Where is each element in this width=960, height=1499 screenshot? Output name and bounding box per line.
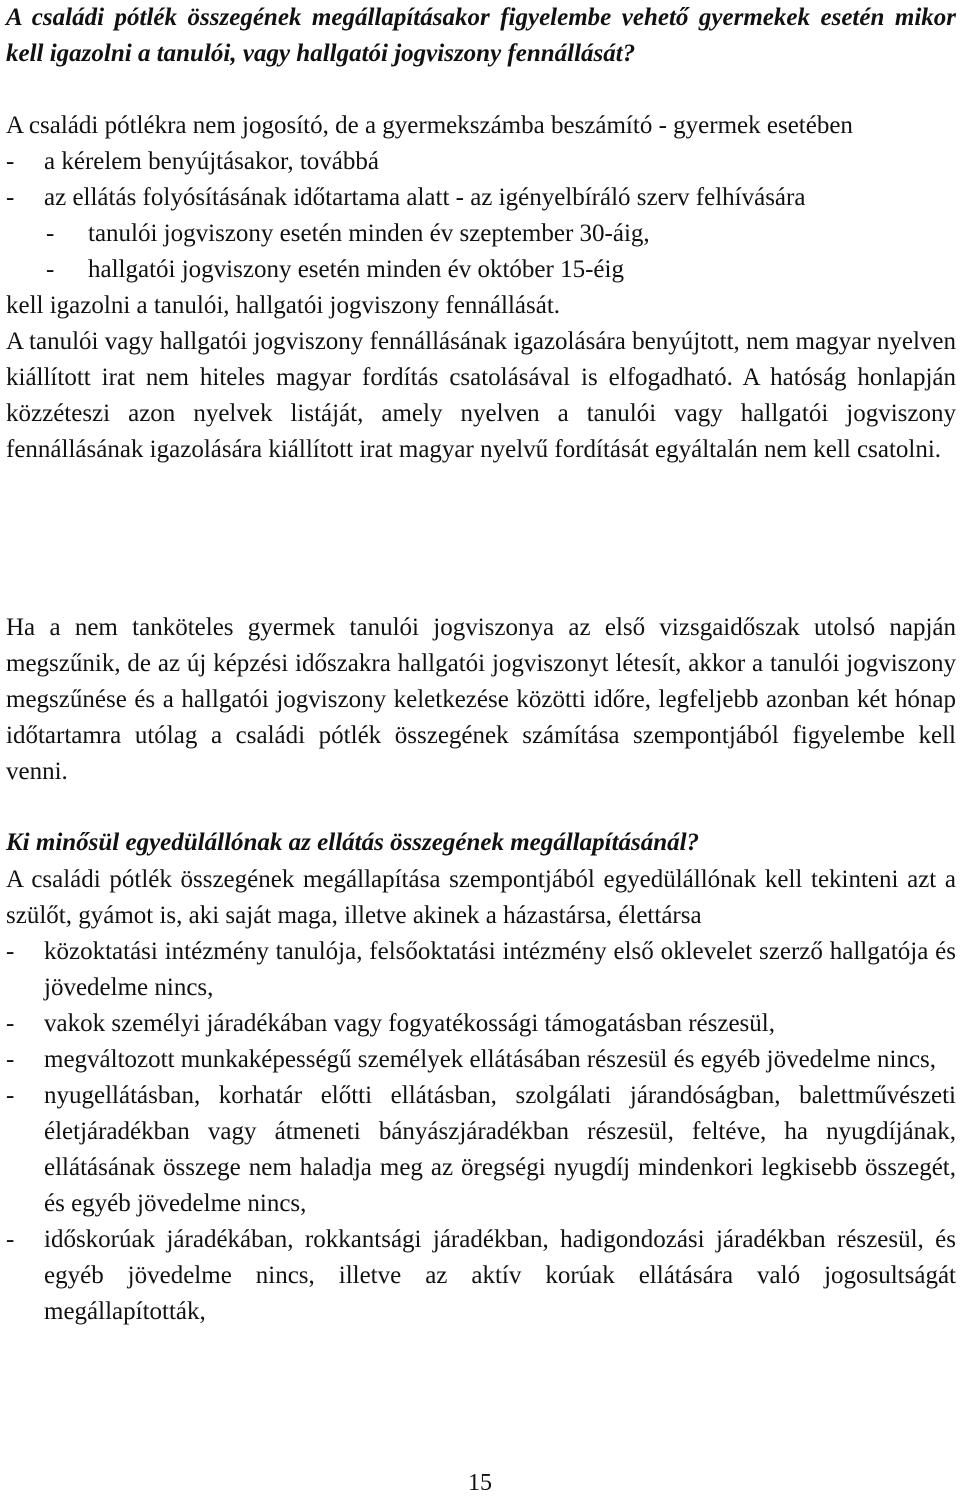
- paragraph-translation-rule: A tanulói vagy hallgatói jogviszony fennállásának igazolására benyújtott, nem magyar nyelven kiállított irat nem hiteles magyar fordítás csatolásával is elfogadható. A hatóság honlapján közzéteszi azon nyelvek listáját, amely nyelven a tanulói vagy hallgatói jogviszony fennállásának igazolására kiállított irat magyar nyelvű fordítását egyáltalán nem kell csatolni.: [6, 328, 956, 463]
- paragraph-intro-1: A családi pótlékra nem jogosító, de a gyermekszámba beszámító - gyermek esetében: [6, 112, 853, 139]
- list-item: [6, 1006, 956, 1042]
- list-dash: -: [6, 148, 15, 175]
- sub-list-item: [46, 252, 956, 288]
- list-dash: -: [6, 938, 15, 965]
- list-item: [6, 144, 956, 180]
- list-item: [6, 934, 956, 1006]
- list-item: [6, 1042, 956, 1078]
- list-item-text: a kérelem benyújtásakor, továbbá: [44, 148, 379, 175]
- list-dash: -: [6, 1046, 15, 1073]
- list-item: [6, 180, 956, 216]
- list-dash: -: [6, 1226, 15, 1253]
- list-item-text: időskorúak járadékában, rokkantsági járadékban, hadigondozási járadékban részesül, és egyéb jövedelme nincs, illetve az aktív korúak ellátására való jogosultságát megállapították,: [44, 1226, 956, 1325]
- list-item-text: hallgatói jogviszony esetén minden év október 15-éig: [88, 256, 624, 283]
- list-item-text: az ellátás folyósításának időtartama alatt - az igényelbíráló szerv felhívására: [44, 184, 806, 211]
- paragraph-intro-2: A családi pótlék összegének megállapítása szempontjából egyedülállónak kell tekinteni azt a szülőt, gyámot is, aki saját maga, illetve akinek a házastársa, élettársa: [6, 866, 956, 929]
- page-number: 15: [468, 1470, 492, 1496]
- list-dash: -: [6, 1010, 15, 1037]
- sub-list-item: [46, 216, 956, 252]
- list-item-text: nyugellátásban, korhatár előtti ellátásban, szolgálati járandóságban, balettművészeti életjáradékban vagy átmeneti bányászjáradékban részesül, feltéve, ha nyugdíjának, ellátásának összege nem haladja meg az öregségi nyugdíj mindenkori legkisebb összegét, és egyéb jövedelme nincs,: [44, 1082, 956, 1217]
- paragraph-closing: kell igazolni a tanulói, hallgatói jogviszony fennállását.: [6, 292, 561, 319]
- list-item: [6, 1078, 956, 1222]
- section-heading-1: A családi pótlék összegének megállapításakor figyelembe vehető gyermekek esetén mikor kell igazolni a tanulói, vagy hallgatói jogviszony fennállását?: [6, 4, 956, 67]
- section-heading-2: Ki minősül egyedülállónak az ellátás összegének megállapításánál?: [6, 829, 700, 856]
- list-item-text: tanulói jogviszony esetén minden év szeptember 30-áig,: [88, 220, 650, 247]
- list-dash: -: [6, 184, 15, 211]
- section-2-body: [0, 862, 960, 1330]
- list-item-text: megváltozott munkaképességű személyek ellátásában részesül és egyéb jövedelme nincs,: [44, 1046, 937, 1073]
- list-item-text: közoktatási intézmény tanulója, felsőoktatási intézmény első oklevelet szerző hallgatója és jövedelme nincs,: [44, 938, 956, 1001]
- list-dash: -: [46, 256, 55, 283]
- section-1-body: [0, 108, 960, 468]
- list-dash: -: [6, 1082, 15, 1109]
- list-item-text: vakok személyi járadékában vagy fogyatékossági támogatásban részesül,: [44, 1010, 775, 1037]
- paragraph-exam-period: Ha a nem tanköteles gyermek tanulói jogviszonya az első vizsgaidőszak utolsó napján megszűnik, de az új képzési időszakra hallgatói jogviszonyt létesít, akkor a tanulói jogviszony megszűnése és a hallgatói jogviszony keletkezése közötti időre, legfeljebb azonban két hónap időtartamra utólag a családi pótlék összegének számítása szempontjából figyelembe kell venni.: [6, 614, 956, 785]
- list-item: [6, 1222, 956, 1330]
- list-dash: -: [46, 220, 55, 247]
